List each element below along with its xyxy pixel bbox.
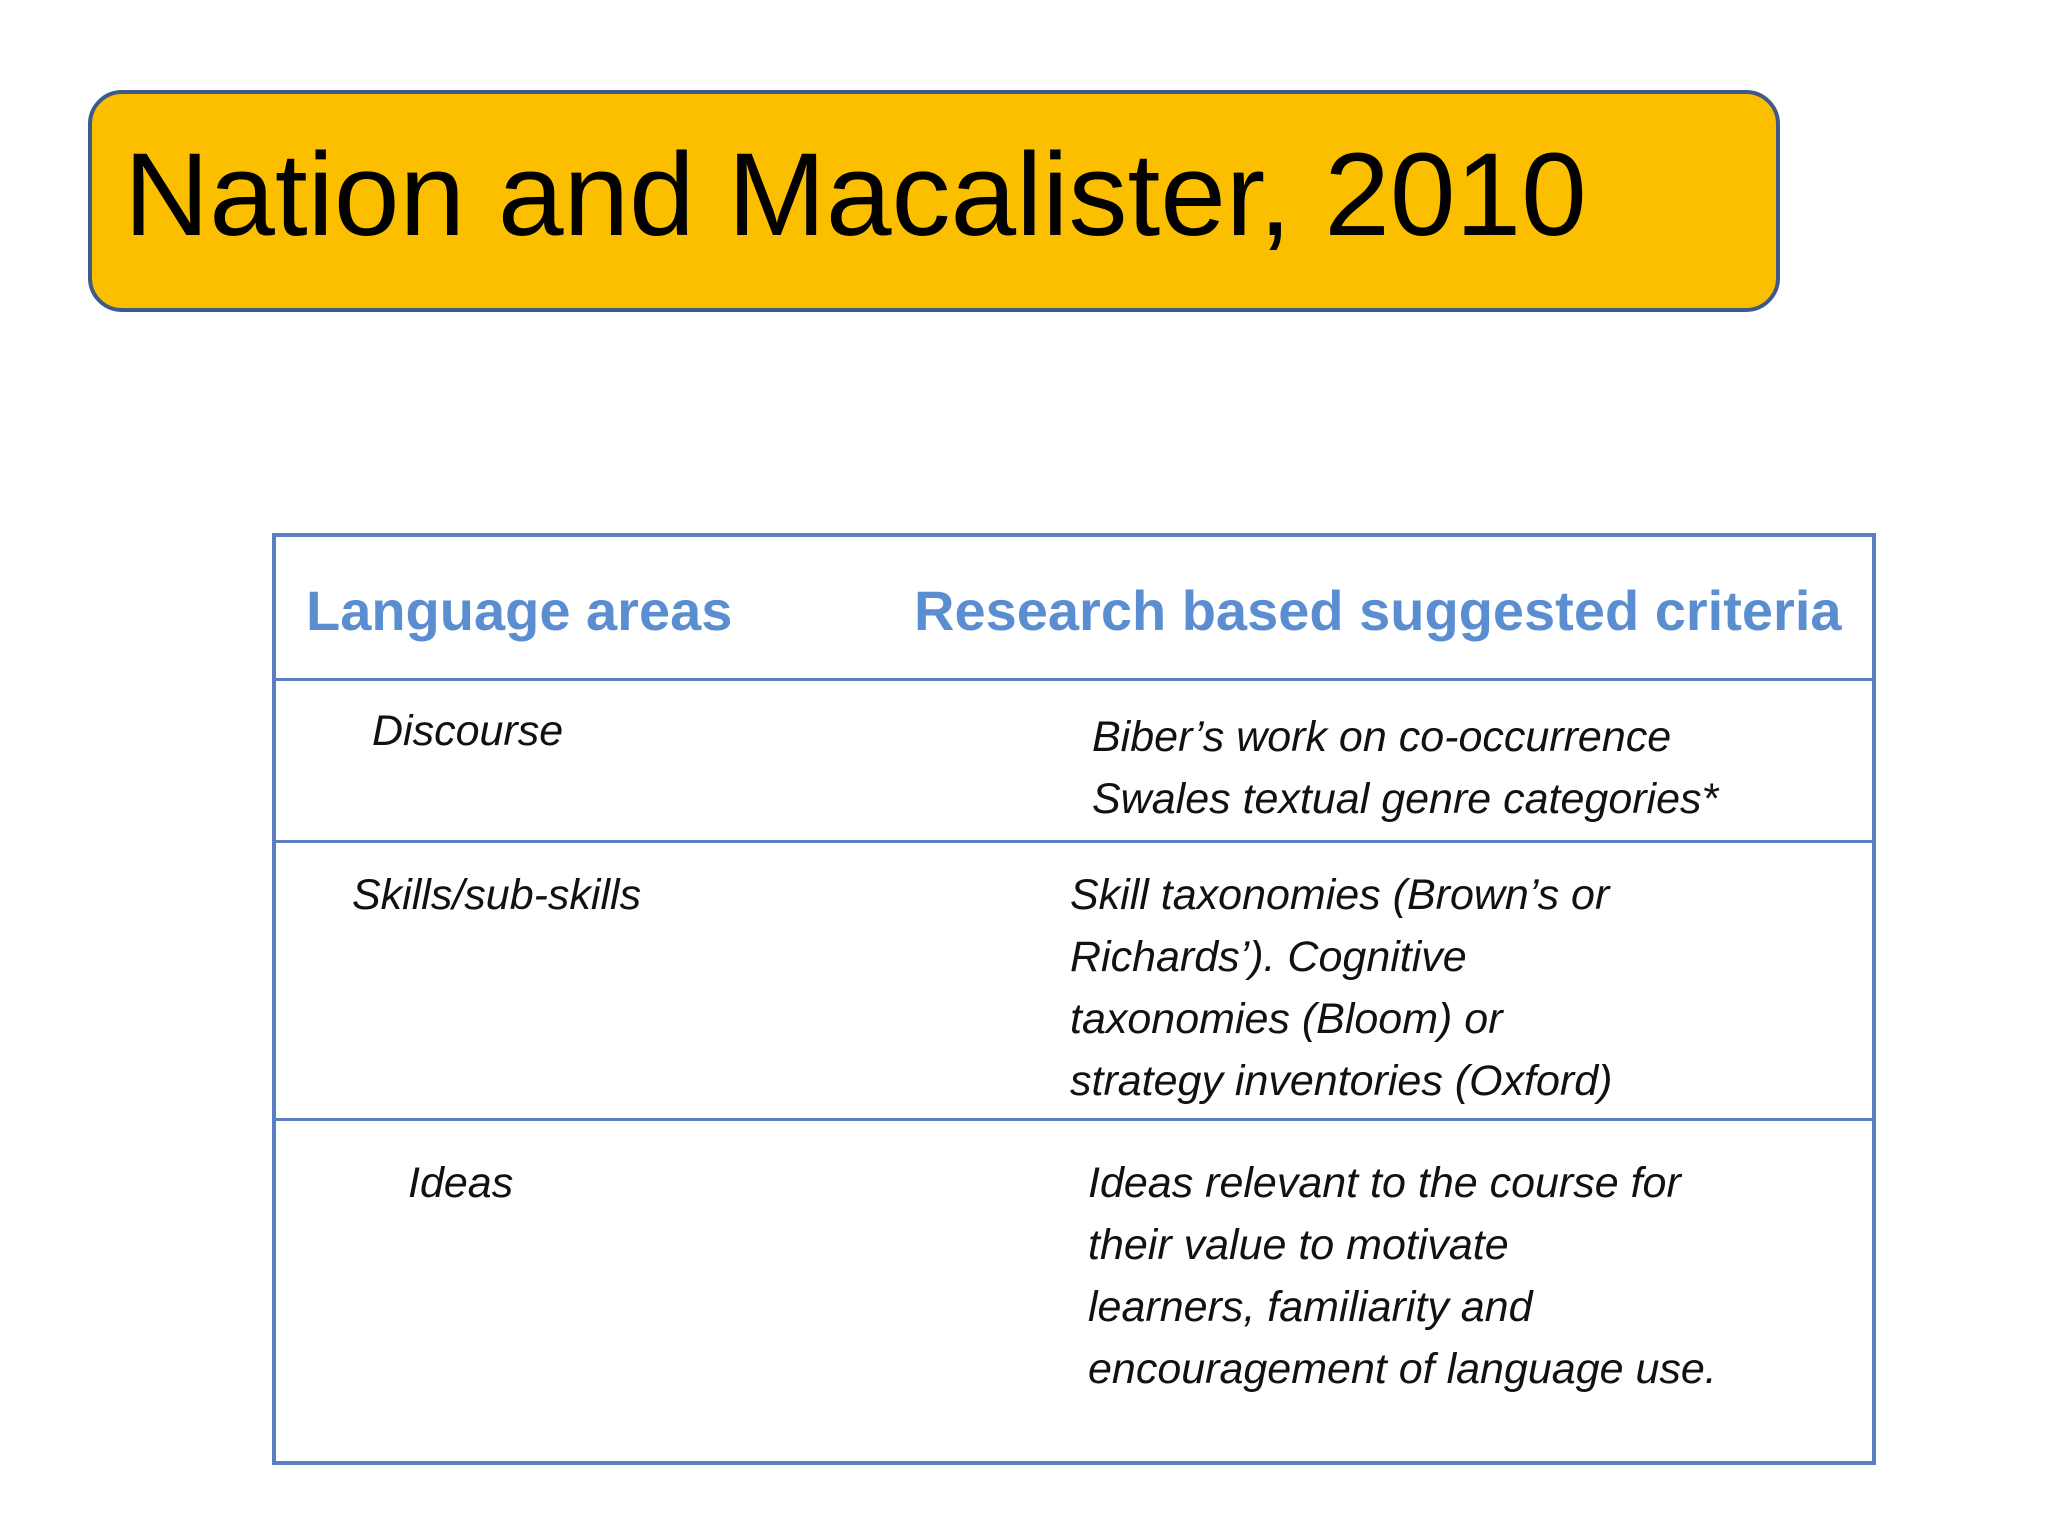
column-header-criteria: Research based suggested criteria <box>914 579 1842 642</box>
criteria-line: strategy inventories (Oxford) <box>1070 1057 1613 1105</box>
table-cell-area: Skills/sub-skills <box>352 871 642 919</box>
slide-title: Nation and Macalister, 2010 <box>124 129 1587 261</box>
criteria-line: taxonomies (Bloom) or <box>1070 995 1503 1043</box>
criteria-line: encouragement of language use. <box>1088 1345 1717 1393</box>
table-cell-criteria <box>1092 706 1718 830</box>
criteria-line: Swales textual genre categories* <box>1092 775 1719 823</box>
criteria-line: Ideas relevant to the course for <box>1088 1159 1681 1207</box>
criteria-line: their value to motivate <box>1088 1221 1509 1269</box>
criteria-line: Skill taxonomies (Brown’s or <box>1070 871 1610 919</box>
table-cell-criteria <box>1088 1152 1717 1400</box>
column-header-language-areas: Language areas <box>306 579 733 642</box>
table-cell-area: Discourse <box>372 707 564 755</box>
criteria-line: learners, familiarity and <box>1088 1283 1533 1331</box>
row-divider <box>272 840 1876 843</box>
header-divider <box>272 678 1876 681</box>
criteria-line: Richards’). Cognitive <box>1070 933 1467 981</box>
row-divider <box>272 1118 1876 1121</box>
table-cell-criteria <box>1070 864 1612 1112</box>
table-cell-area: Ideas <box>408 1159 514 1207</box>
criteria-line: Biber’s work on co-occurrence <box>1092 713 1672 761</box>
